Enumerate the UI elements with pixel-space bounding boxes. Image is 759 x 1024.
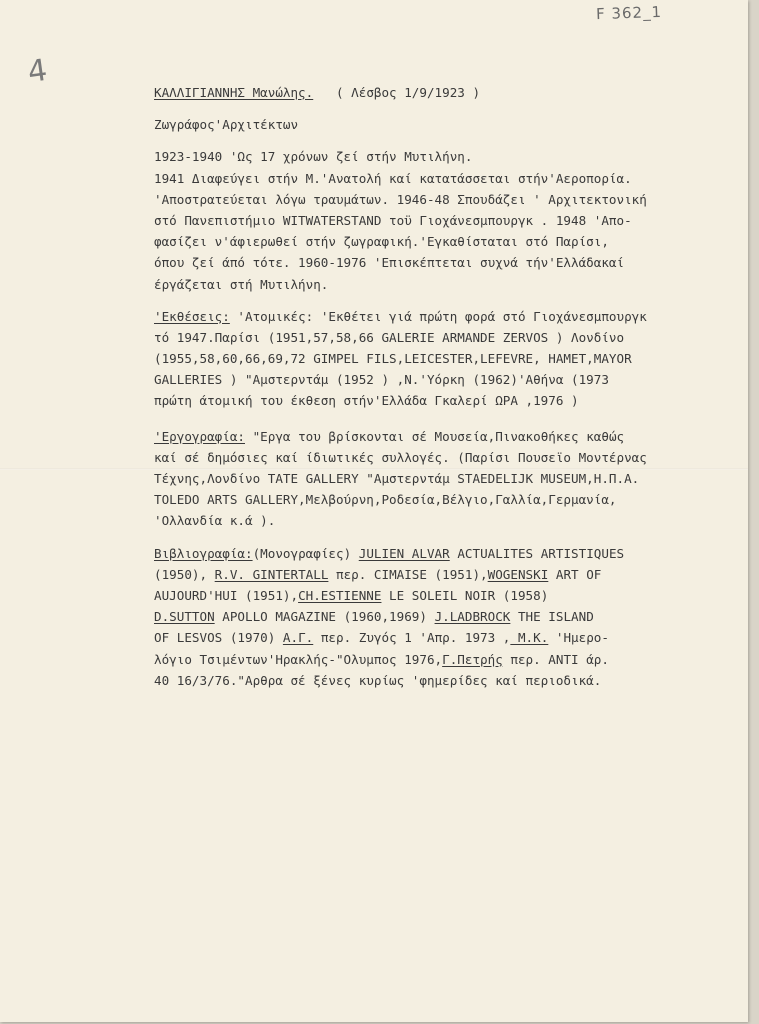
bibliography-line: AUJOURD'HUI (1951),CH.ESTIENNE LE SOLEIL NOIR (1958) <box>154 587 549 603</box>
exhibitions-section <box>154 306 748 412</box>
birth-info: ( Λέσβος 1/9/1923 ) <box>335 85 481 100</box>
bibliography-section <box>154 543 748 691</box>
works-line: TOLEDO ARTS GALLERY,Μελβούρνη,Ροδεσία,Βέλγιο,Γαλλία,Γερμανία, <box>154 492 617 508</box>
works-line: Τέχνης,Λονδίνο TATE GALLERY "Αμστερντάμ STAEDELIJK MUSEUM,Η.Π.Α. <box>154 471 640 486</box>
works-line: καί σέ δημόσιες καί ίδιωτικές συλλογές. (Παρίσι Πουσεϊο Μοντέρνας <box>154 449 647 465</box>
bio-line: φασίζει ν'άφιερωθεί στήν ζωγραφική.'Εγκαθίσταται στό Παρίσι, <box>154 234 609 250</box>
bibliography-heading: Βιβλιογραφία: <box>154 545 253 561</box>
exhibitions-first-line: 'Εκθέσεις: 'Ατομικές: 'Εκθέτει γιά πρώτη φορά στό Γιοχάνεσμπουργκ <box>154 308 647 324</box>
exhibitions-line: GALLERIES ) "Αμστερντάμ (1952 ) ,Ν.'Υόρκη (1962)'Αθήνα (1973 <box>154 372 609 388</box>
profession: Ζωγράφος'Αρχιτέκτων <box>154 117 299 133</box>
exhibitions-line: (1955,58,60,66,69,72 GIMPEL FILS,LEICESTER,LEFEVRE, HAMET,MAYOR <box>154 351 632 367</box>
bibliography-line: D.SUTTON APOLLO MAGAZINE (1960,1969) J.LADBROCK THE ISLAND <box>154 609 594 625</box>
bio-line: 1923-1940 'Ως 17 χρόνων ζεί στήν Μυτιλήνη. <box>154 149 473 165</box>
bibliography-line: 40 16/3/76."Αρθρα σέ ξένες κυρίως 'φημερίδες καί περιοδικά. <box>154 672 602 688</box>
works-section <box>154 426 748 532</box>
bio-line: 'Αποστρατεύεται λόγω τραυμάτων. 1946-48 Σπουδάζει ' Αρχιτεκτονική <box>154 191 647 207</box>
bio-line: όπου ζεί άπό τότε. 1960-1976 'Επισκέπτεται συχνά τήν'Ελλάδακαί <box>154 255 625 271</box>
document-text <box>154 82 748 691</box>
reference-number: F 362_1 <box>595 2 663 24</box>
works-first-line: 'Εργογραφία: "Εργα του βρίσκονται σέ Μουσεία,Πινακοθήκες καθώς <box>154 428 625 444</box>
bibliography-line: OF LESVOS (1970) Α.Γ. περ. Ζυγός 1 'Απρ. 1973 ,_Μ.Κ. 'Ημερο- <box>154 630 609 646</box>
exhibitions-heading: 'Εκθέσεις: <box>154 308 230 324</box>
works-heading: 'Εργογραφία: <box>154 428 245 444</box>
margin-mark: 4 <box>25 52 50 91</box>
bibliography-line: Βιβλιογραφία:(Μονογραφίες) JULIEN ALVAR ACTUALITES ARTISTIQUES <box>154 545 625 561</box>
bio-line: έργάζεται στή Μυτιλήνη. <box>154 276 329 292</box>
bibliography-line: λόγιο Τσιμέντων'Ηρακλής-"Ολυμπος 1976,Γ.Πετρής περ. ANTI άρ. <box>154 651 609 667</box>
bibliography-line: (1950), R.V. GINTERTALL περ. CIMAISE (1951),WOGENSKI ART OF <box>154 566 602 582</box>
bio-section <box>154 146 748 294</box>
bio-line: 1941 Διαφεύγει στήν Μ.'Ανατολή καί κατατάσσεται στήν'Αεροπορία. <box>154 170 632 186</box>
title-line <box>154 82 748 103</box>
works-line: 'Ολλανδία κ.ά ). <box>154 513 276 529</box>
exhibitions-line: πρώτη άτομική του έκθεση στήν'Ελλάδα Γκαλερί ΩΡΑ ,1976 ) <box>154 393 579 409</box>
bio-line: στό Πανεπιστήμιο WITWATERSTAND τοϋ Γιοχάνεσμπουργκ . 1948 'Απο- <box>154 212 632 228</box>
exhibitions-line: τό 1947.Παρίσι (1951,57,58,66 GALERIE ARMANDE ZERVOS ) Λονδίνο <box>154 329 625 345</box>
artist-name: ΚΑΛΛΙΓΙΑΝΝΗΣ Μανώλης. <box>154 85 314 100</box>
